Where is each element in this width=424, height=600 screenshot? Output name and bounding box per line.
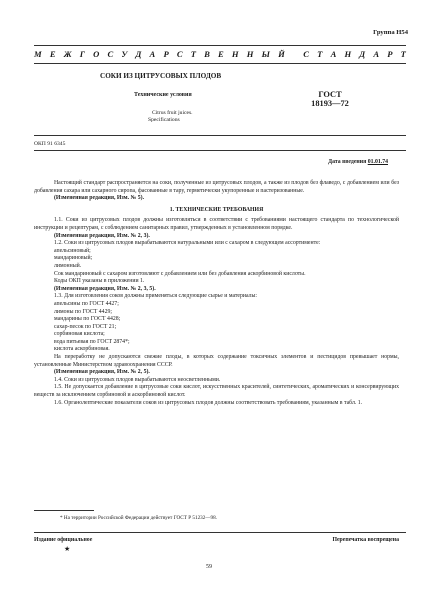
banner-letter: Г: [79, 49, 85, 59]
banner-letter: Д: [359, 49, 366, 59]
list-item: апельсиновый;: [54, 247, 91, 254]
star-icon: ★: [64, 545, 71, 553]
footer-rule: [34, 532, 406, 533]
banner-letter: У: [121, 49, 128, 59]
banner-rule: [34, 63, 406, 64]
main-text: [34, 180, 399, 407]
gost-label: ГОСТ: [318, 90, 342, 99]
banner-letter: Н: [246, 49, 254, 59]
footnote: * На территории Российской Федерации действует ГОСТ Р 51232—98.: [60, 515, 218, 521]
banner-letter: Т: [190, 49, 196, 59]
materials-list: [34, 301, 399, 354]
list-item: лимонный.: [54, 262, 82, 269]
gost-designation: [303, 90, 357, 108]
official-edition-label: Издание официальное: [34, 537, 93, 543]
banner-letter: А: [373, 49, 380, 59]
introduction-date: [328, 159, 388, 165]
banner-letter: С: [107, 49, 114, 59]
banner-letter: А: [330, 49, 337, 59]
gost-number: 18193—72: [311, 99, 349, 109]
intro-edit-note: (Измененная редакция, Изм. № 5).: [54, 195, 145, 202]
top-rule: [34, 45, 406, 46]
banner-letter: Е: [218, 49, 224, 59]
banner-letter: Т: [400, 49, 406, 59]
okp-code: ОКП 91 6345: [34, 141, 66, 147]
list-item: мандариновый;: [54, 255, 93, 262]
banner-letter: М: [34, 49, 42, 59]
banner-letter: Й: [278, 49, 285, 59]
section-title: 1. ТЕХНИЧЕСКИЕ ТРЕБОВАНИЯ: [169, 206, 264, 213]
reprint-prohibited-label: Перепечатка воспрещена: [332, 537, 399, 543]
list-item: сорбиновая кислота;: [54, 331, 105, 338]
okp-rule: [34, 150, 406, 151]
banner-letter: Ы: [261, 49, 270, 59]
clause-1-6: 1.6. Органолептические показатели соков из цитрусовых плодов должны соответствовать требованиям, указанным в табл. 1.: [54, 399, 363, 406]
clause-1-3-edit: (Измененная редакция, Изм. № 2, 5).: [54, 369, 150, 376]
fruits-paragraph: На переработку не допускаются свежие плоды, в которых содержание токсичных элементов и пестицидов превышает нормы, установленные Министерством здравоохранения СССР.: [34, 354, 399, 368]
date-label: Дата введения: [328, 159, 367, 165]
group-code: Группа Н54: [373, 29, 408, 36]
list-item: апельсины по ГОСТ 4427;: [54, 300, 119, 307]
clause-1-1-edit: (Измененная редакция, Изм. № 2, 3).: [54, 232, 150, 239]
banner-letter: Д: [135, 49, 142, 59]
banner-letter: С: [303, 49, 309, 59]
intro-paragraph: Настоящий стандарт распространяется на соки, полученные из цитрусовых плодов, а также из плодов без флаведо, с добавлением или без добавления сахара или сахарного сиропа, фасованные в тару, герметически укупоренные и пастеризованные.: [34, 180, 399, 194]
footnote-rule: [34, 510, 94, 511]
banner-letter: О: [93, 49, 100, 59]
banner-letter: А: [149, 49, 156, 59]
clause-1-3: 1.3. Для изготовления соков должны применяться следующие сырье и материалы:: [54, 293, 258, 300]
page-number: 59: [206, 564, 212, 570]
document-subtitle: Технические условия: [134, 92, 192, 98]
okp-codes-paragraph: Коды ОКП указаны в приложении 1.: [54, 278, 145, 285]
banner-letter: [293, 49, 295, 59]
banner-letter: Ж: [63, 49, 72, 59]
english-title: Citrus fruit juices.: [152, 110, 193, 116]
list-item: мандарины по ГОСТ 4428;: [54, 316, 121, 323]
banner-letter: С: [176, 49, 183, 59]
list-item: лимоны по ГОСТ 4429;: [54, 308, 112, 315]
list-item: сахар-песок по ГОСТ 21;: [54, 323, 117, 330]
english-subtitle: Specifications: [148, 117, 180, 123]
clause-1-1: 1.1. Соки из цитрусовых плодов должны изготовляться в соответствии с требованиями настоящего стандарта по технологической инструкции и рецептурам, с соблюдением санитарных правил, утвержденных в установленном порядке.: [34, 217, 399, 231]
banner-letter: Р: [163, 49, 169, 59]
banner-letter: Н: [231, 49, 239, 59]
list-item: вода питьевая по ГОСТ 2874*;: [54, 338, 130, 345]
banner-letter: Н: [344, 49, 352, 59]
banner-letter: Р: [387, 49, 393, 59]
title-rule: [34, 135, 406, 136]
clause-1-5: 1.5. Не допускается добавление в цитрусовые соки кислот, искусственных красителей, синтетических, ароматических и консервирующих веществ за исключением сорбиновой и аскорбиновой кислот.: [34, 384, 399, 399]
clause-1-2: 1.2. Соки из цитрусовых плодов вырабатываются натуральными или с сахаром в следующем ассортименте:: [54, 240, 321, 247]
interstate-standard-banner: [34, 49, 406, 59]
clause-1-2-edit: (Измененная редакция, Изм. № 2, 3, 5).: [54, 285, 156, 292]
banner-letter: Т: [317, 49, 323, 59]
list-item: кислота аскорбиновая.: [54, 346, 110, 353]
date-value: 01.01.74: [367, 159, 388, 165]
mandarin-paragraph: Сок мандариновый с сахаром изготовляют с добавлением или без добавления аскорбиновой кислоты.: [54, 270, 306, 277]
document-title: СОКИ ИЗ ЦИТРУСОВЫХ ПЛОДОВ: [100, 72, 222, 80]
banner-letter: Е: [49, 49, 56, 59]
banner-letter: В: [204, 49, 210, 59]
clause-1-4: 1.4. Соки из цитрусовых плодов вырабатываются неосветленными.: [54, 376, 221, 383]
assortment-list: [34, 248, 399, 271]
